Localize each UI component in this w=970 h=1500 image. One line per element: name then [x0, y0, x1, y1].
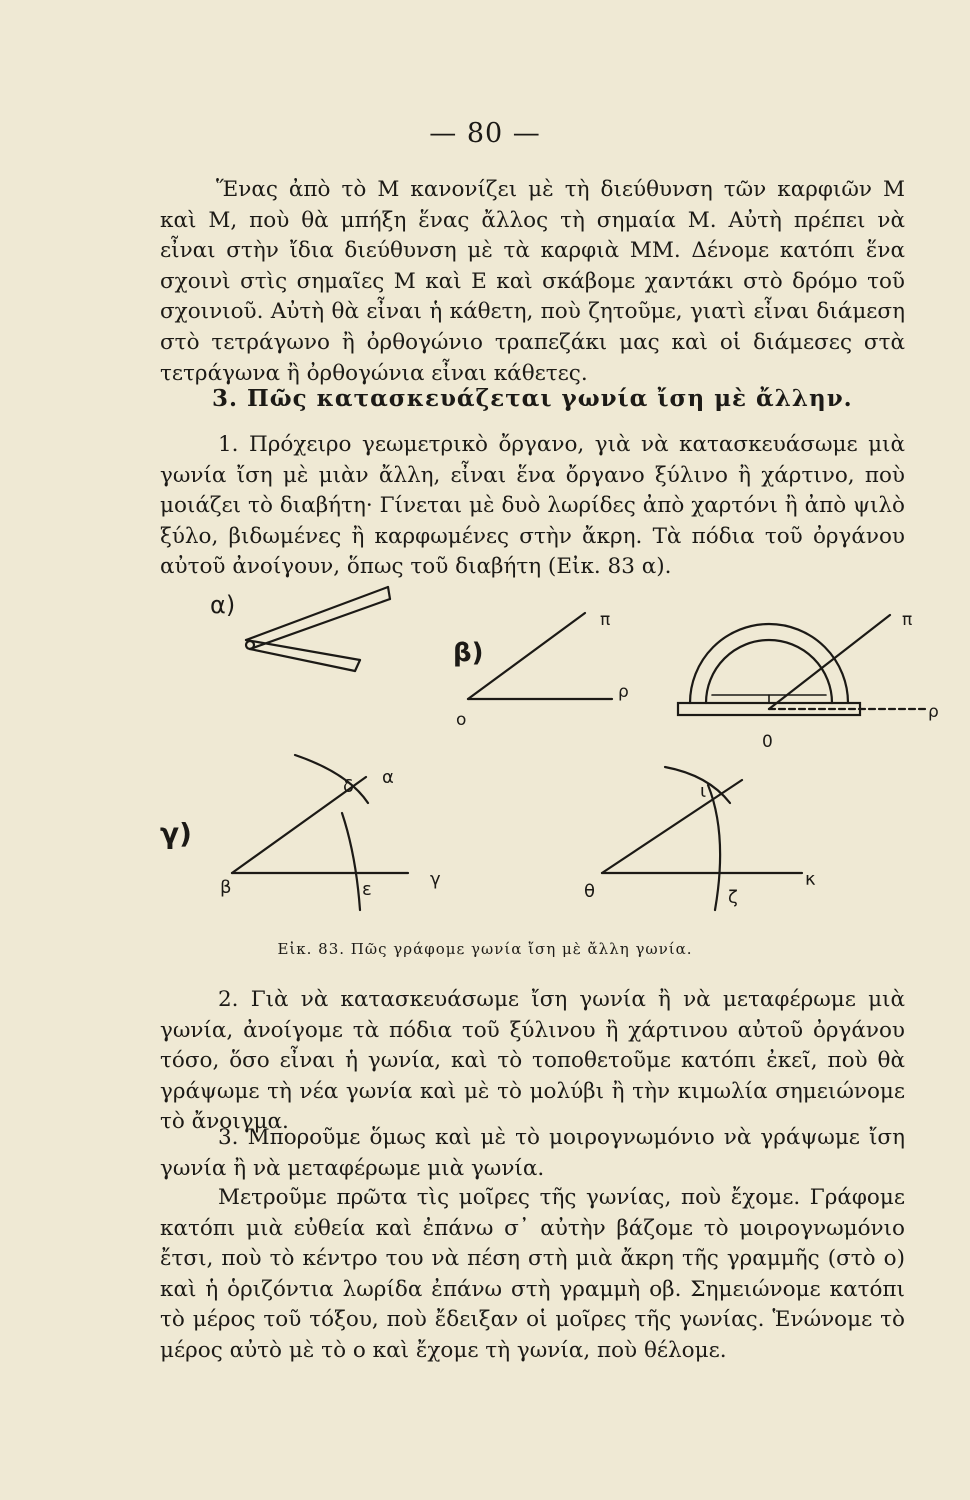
paragraph-5: [160, 1183, 905, 1367]
tool-arm-upper-inner: [250, 599, 390, 649]
arc-zeta: [708, 785, 720, 910]
paragraph-3: [160, 985, 905, 1138]
figure-g-construction-copy: [584, 767, 816, 910]
paragraph-1-text: Ἕνας ἀπὸ τὸ Μ κανονίζει μὲ τὴ διεύθυνση τῶν καρφιῶν Μ καὶ Μ, ποὺ θὰ μπήξη ἕνας ἄλλος τὴ σημαία Μ. Αὐτὴ πρέπει νὰ εἶναι στὴν ἴδια διεύθυνση μὲ τὰ καρφιὰ ΜΜ. Δένομε κατόπι ἕνα σχοινὶ στὶς σημαῖες Μ καὶ Ε καὶ σκάβομε χαντάκι στὸ δρόμο τοῦ σχοινιοῦ. Αὐτὴ θὰ εἶναι ἡ κάθετη, ποὺ ζητοῦμε, γιατὶ εἶναι διάμεση στὸ τετράγωνο ἢ ὀρθογώνιο τραπεζάκι μας καὶ οἱ διάμεσες στὰ τετράγωνα ἢ ὀρθογώνια εἶναι κάθετες.: [160, 177, 905, 386]
paragraph-3-text: 2. Γιὰ νὰ κατασκευάσωμε ἴση γωνία ἢ νὰ μεταφέρωμε μιὰ γωνία, ἀνοίγομε τὰ πόδια τοῦ ξύλινου ἢ χάρτινου αὐτοῦ ὀργάνου τόσο, ὅσο εἶναι ἡ γωνία, καὶ τὸ τοποθετοῦμε κατόπι ἐκεῖ, ποὺ θὰ γράψωμε τὴ νέα γωνία καὶ μὲ τὸ μολύβι ἢ τὴν κιμωλία σημειώνομε τὸ ἄνοιγμα.: [160, 987, 905, 1135]
protractor-ray-opi: [769, 615, 890, 709]
label-c-rho: ρ: [928, 702, 939, 722]
figure-a-tool: [210, 587, 390, 671]
figure-caption: Εἰκ. 83. Πῶς γράφομε γωνία ἴση μὲ ἄλλη γωνία.: [277, 940, 693, 958]
paragraph-4: [160, 1123, 905, 1184]
label-b-o: ο: [456, 710, 467, 730]
figure-protractor: [678, 610, 939, 752]
label-beta: β: [220, 877, 232, 898]
label-c-o: 0: [762, 732, 773, 752]
paragraph-1: [160, 175, 905, 389]
label-b-pi: π: [600, 610, 611, 630]
tool-arm-lower-outer: [246, 640, 360, 660]
tool-pivot: [246, 641, 254, 649]
arc-epsilon: [342, 813, 360, 910]
label-b: β): [453, 638, 484, 668]
label-theta: θ: [584, 881, 596, 902]
protractor-outer-arc: [690, 624, 848, 703]
protractor-inner-arc: [706, 640, 832, 703]
label-alpha: α: [382, 767, 394, 788]
label-kappa: κ: [805, 869, 816, 890]
tool-arm-lower-inner: [250, 649, 355, 671]
label-epsilon: ε: [362, 879, 372, 900]
label-c-pi: π: [902, 610, 913, 630]
arc-iota: [665, 767, 730, 803]
label-b-rho: ρ: [618, 682, 629, 702]
tool-arm-upper-outer: [246, 587, 388, 640]
paragraph-2-text: 1. Πρόχειρο γεωμετρικὸ ὄργανο, γιὰ νὰ κατασκευάσωμε μιὰ γωνία ἴση μὲ μιὰν ἄλλη, εἶναι ἕνα ὄργανο ξύλινο ἢ χάρτινο, ποὺ μοιάζει τὸ διαβήτη· Γίνεται μὲ δυὸ λωρίδες ἀπὸ χαρτόνι ἢ ἀπὸ ψιλὸ ξύλο, βιδωμένες ἢ καρφωμένες στὴν ἄκρη. Τὰ πόδια τοῦ ὀργάνου αὐτοῦ ἀνοίγουν, ὅπως τοῦ διαβήτη (Εἰκ. 83 α).: [160, 432, 905, 580]
figure-83: [150, 585, 940, 975]
label-a: α): [210, 591, 236, 619]
section-heading: 3. Πῶς κατασκευάζεται γωνία ἴση μὲ ἄλλην.: [212, 385, 853, 412]
label-gamma: γ: [430, 869, 441, 890]
arc-delta: [295, 755, 368, 803]
label-zeta: ζ: [728, 887, 738, 908]
label-iota: ι: [700, 781, 707, 802]
paragraph-4-text: 3. Μποροῦμε ὅμως καὶ μὲ τὸ μοιρογνωμόνιο νὰ γράψωμε ἴση γωνία ἢ νὰ μεταφέρωμε μιὰ γωνία.: [160, 1125, 905, 1181]
label-delta: δ: [343, 776, 355, 797]
paragraph-5-text: Μετροῦμε πρῶτα τὶς μοῖρες τῆς γωνίας, ποὺ ἔχομε. Γράφομε κατόπι μιὰ εὐθεία καὶ ἐπάνω σ᾽ αὐτὴν βάζομε τὸ μοιρογνωμόνιο ἔτσι, ποὺ τὸ κέντρο του νὰ πέση στὴ μιὰ ἄκρη τῆς γραμμῆς (στὸ ο) καὶ ἡ ὁριζόντια λωρίδα ἐπάνω στὴ γραμμὴ οβ. Σημειώνομε κατόπι τὸ μέρος τοῦ τόξου, ποὺ ἔδειξαν οἱ μοῖρες τῆς γωνίας. Ἑνώνομε τὸ μέρος αὐτὸ μὲ τὸ ο καὶ ἔχομε τὴ γωνία, ποὺ θέλομε.: [160, 1185, 905, 1363]
angle-b-ray-opi: [468, 613, 585, 699]
page-number: — 80 —: [429, 118, 541, 149]
paragraph-2: [160, 430, 905, 583]
figure-b-angle: [453, 610, 629, 730]
label-g: γ): [160, 817, 192, 850]
figure-g-construction-source: [160, 755, 441, 910]
